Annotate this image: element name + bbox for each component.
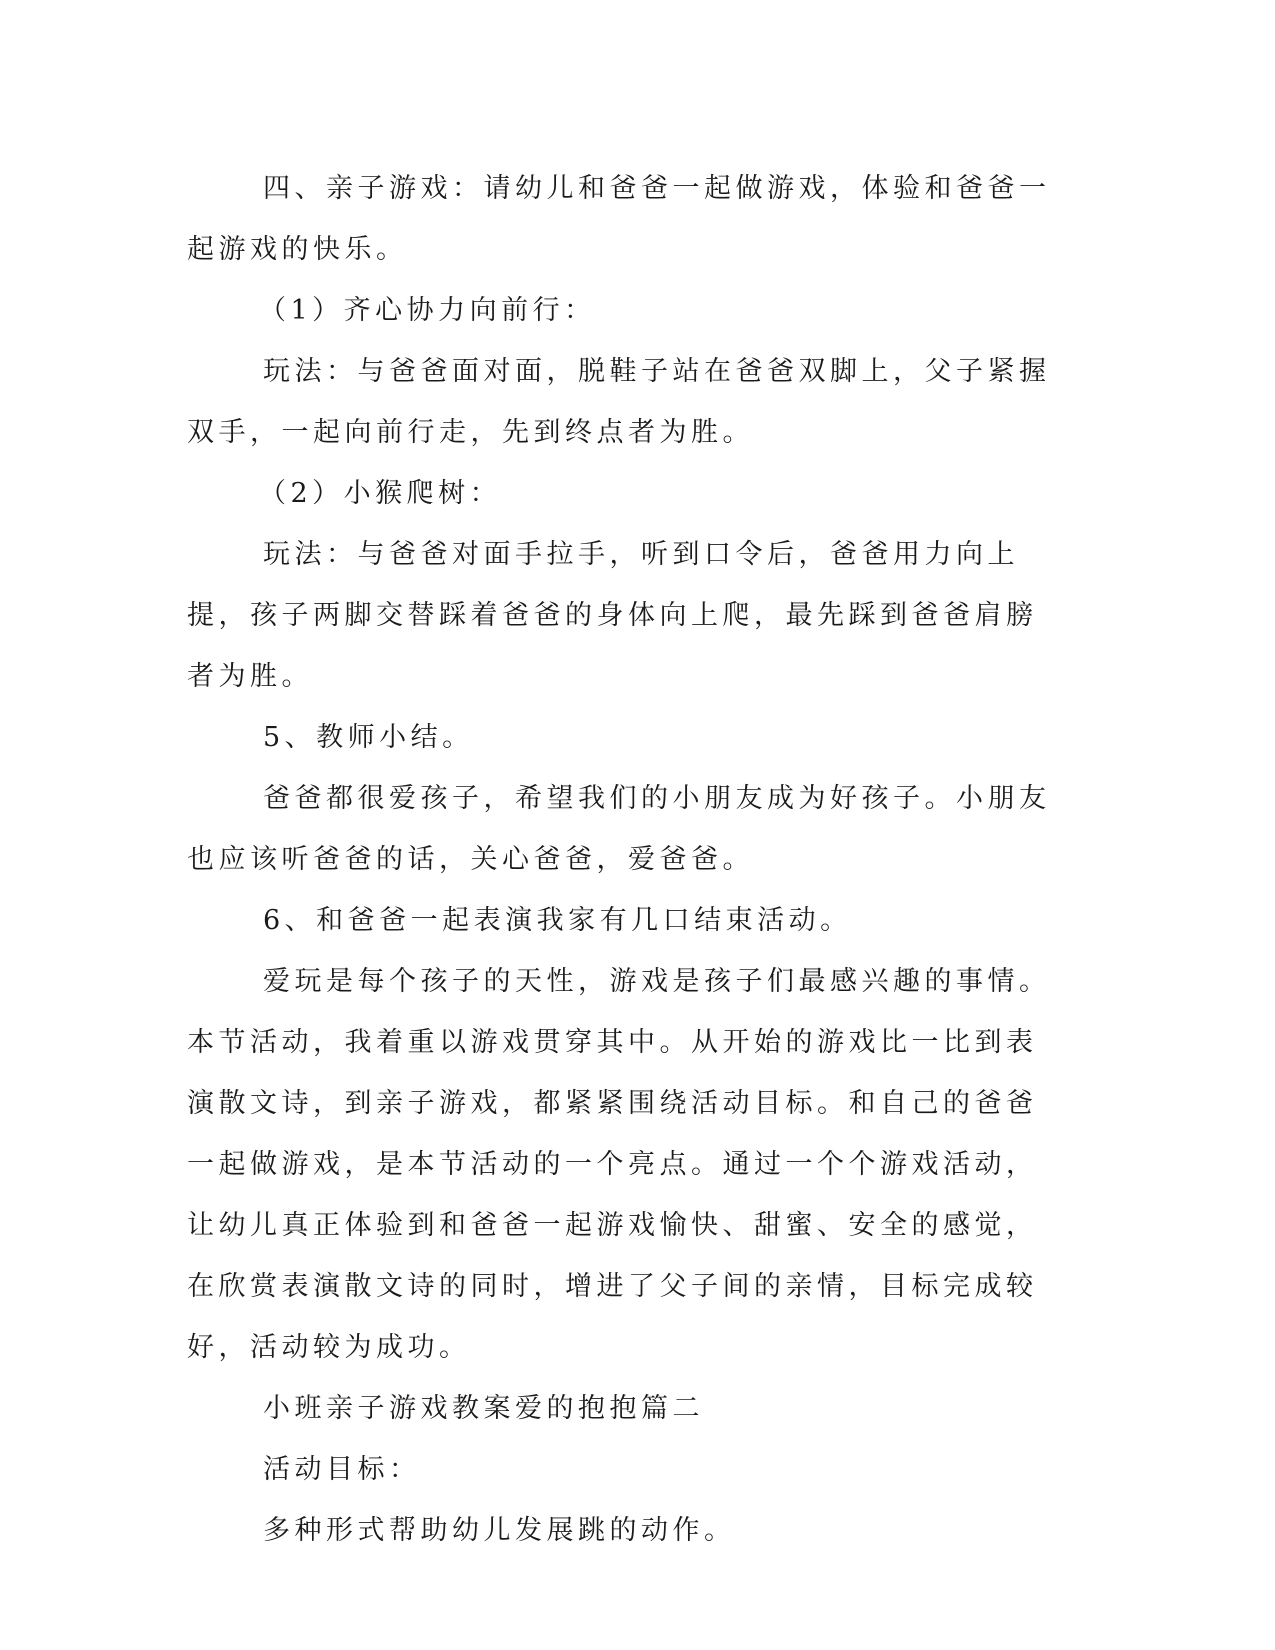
document-body <box>187 158 1067 1561</box>
paragraph-section-title: 小班亲子游戏教案爱的抱抱篇二 <box>263 1393 704 1424</box>
paragraph-game-2-rules: 玩法：与爸爸对面手拉手，听到口令后，爸爸用力向上提，孩子两脚交替踩着爸爸的身体向上爬，最先踩到爸爸肩膀者为胜。 <box>187 539 1038 692</box>
paragraph-game-2-title: （2）小猴爬树： <box>259 478 502 509</box>
paragraph-closing-activity: 6、和爸爸一起表演我家有几口结束活动。 <box>263 905 852 936</box>
paragraph-teacher-summary: 爸爸都很爱孩子，希望我们的小朋友成为好孩子。小朋友也应该听爸爸的话，关心爸爸，爱爸爸。 <box>187 783 1051 875</box>
paragraph-objective-item: 多种形式帮助幼儿发展跳的动作。 <box>263 1515 736 1546</box>
paragraph-game-1-rules: 玩法：与爸爸面对面，脱鞋子站在爸爸双脚上，父子紧握双手，一起向前行走，先到终点者为胜。 <box>187 356 1051 448</box>
paragraph-objectives-heading: 活动目标： <box>263 1454 421 1485</box>
paragraph-parent-child-games: 四、亲子游戏：请幼儿和爸爸一起做游戏，体验和爸爸一起游戏的快乐。 <box>187 173 1051 265</box>
paragraph-game-1-title: （1）齐心协力向前行： <box>259 295 596 326</box>
paragraph-reflection: 爱玩是每个孩子的天性，游戏是孩子们最感兴趣的事情。本节活动，我着重以游戏贯穿其中。从开始的游戏比一比到表演散文诗，到亲子游戏，都紧紧围绕活动目标。和自己的爸爸一起做游戏，是本节活动的一个亮点。通过一个个游戏活动，让幼儿真正体验到和爸爸一起游戏愉快、甜蜜、安全的感觉，在欣赏表演散文诗的同时，增进了父子间的亲情，目标完成较好，活动较为成功。 <box>187 966 1051 1363</box>
paragraph-teacher-summary-heading: 5、教师小结。 <box>263 722 474 753</box>
